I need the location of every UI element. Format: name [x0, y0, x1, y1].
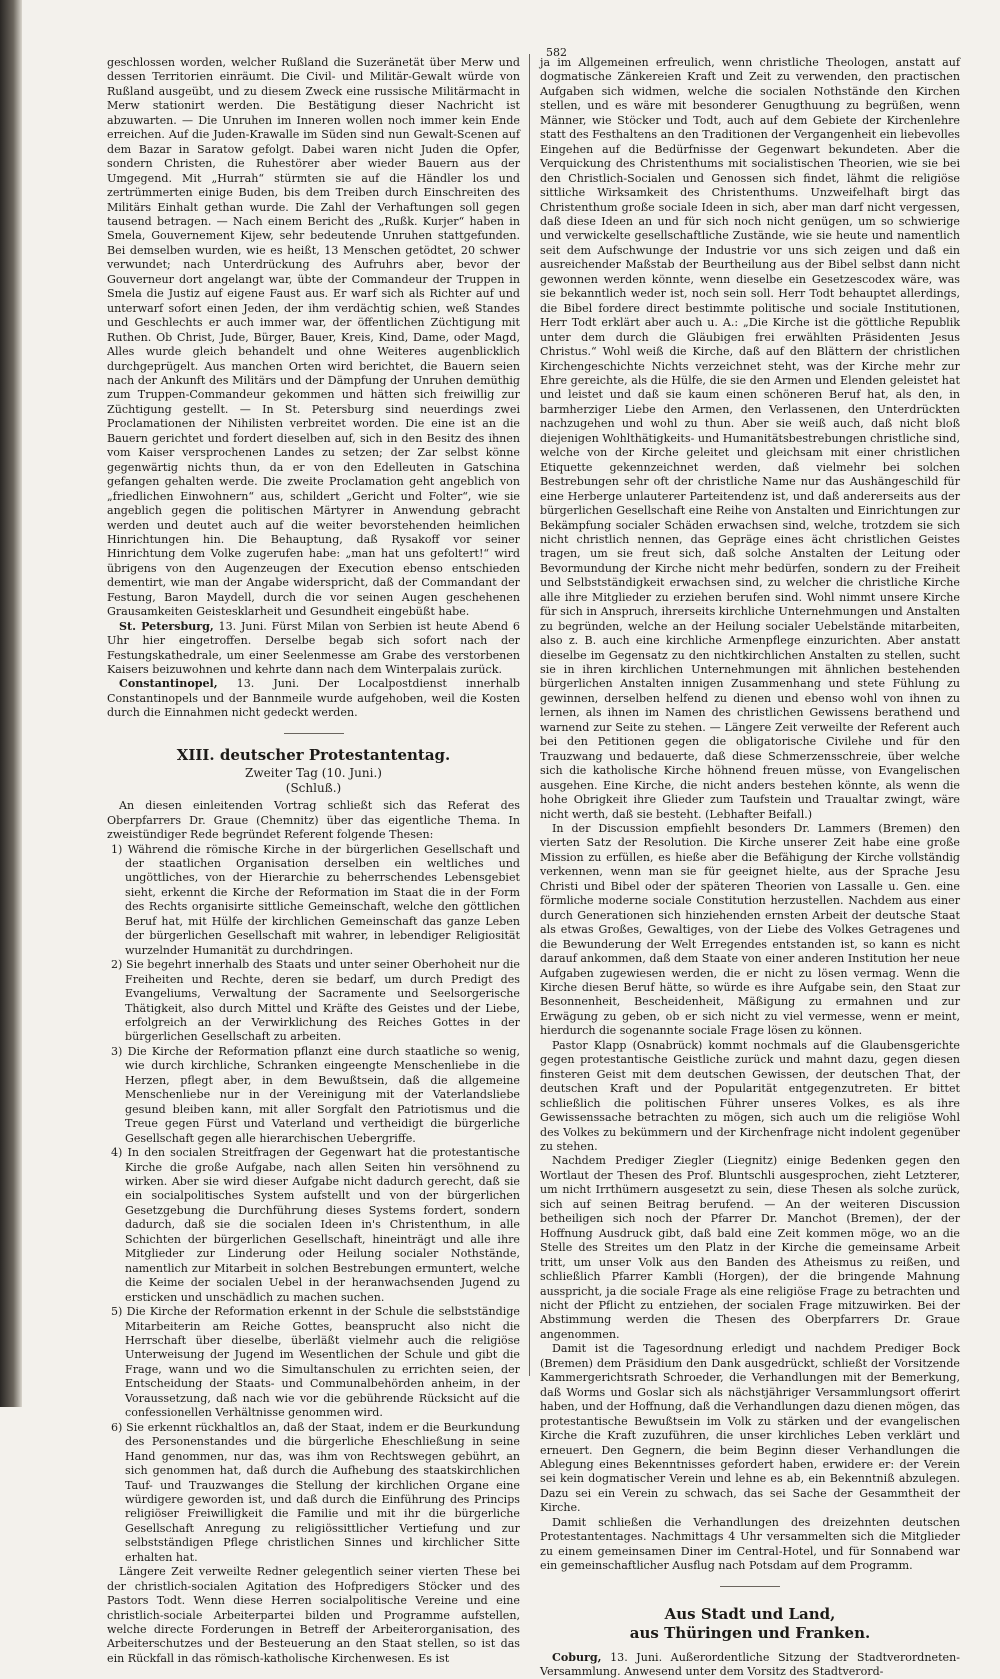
constantinople-report — [107, 677, 520, 720]
city-title-line-2: aus Thüringen und Franken. — [629, 1623, 871, 1642]
thesis-item: 2) Sie begehrt innerhalb des Staats und unter seiner Oberhoheit nur die Freiheiten und Rechte, deren sie bedarf, um durch Predigt des Evangeliums, Verwaltung der Sacramente und Seelsorgerische Thätigkeit, also durch Mittel und Kräfte des Geistes und der Liebe, erfolgreich an der Verwirklichung des Reiches Gottes in der bürgerlichen Gesellschaft zu arbeiten. — [111, 958, 520, 1044]
section-separator — [720, 1586, 780, 1587]
continued-paragraph: ja im Allgemeinen erfreulich, wenn christliche Theologen, anstatt auf dogmatische Zänkereien Kraft und Zeit zu verwenden, den practischen Aufgaben sich widmen, welche die socialen Nothstände den Kirchen stellen, und es wäre mit besonderer Genugthuung zu begrüßen, wenn Männer, wie Stöcker und Todt, auch auf dem Gebiete der Kirchenlehre statt des Festhaltens an den Traditionen der Vergangenheit ein liebevolles Eingehen auf die Bedürfnisse der Gegenwart bekundeten. Aber die Verquickung des Christenthums mit socialistischen Theorien, wie sie bei den Christlich-Socialen und Genossen sich findet, lähmt die religiöse sittliche Wirksamkeit des Christenthums. Unzweifelhaft birgt das Christenthum große sociale Ideen in sich, aber man darf nicht vergessen, daß diese Ideen an und für sich noch nicht genügen, um so schwierige und verwickelte gesellschaftliche Zustände, wie sie heute und namentlich seit dem Aufschwunge der Industrie vor uns sich zeigen und daß ein ausreichender Maßstab der Beurtheilung aus der Bibel selbst dann nicht gewonnen werden könnte, wenn dieselbe ein Gesetzescodex wäre, was sie bekanntlich weder ist, noch sein soll. Herr Todt behauptet allerdings, die Bibel fordere direct bestimmte politische und sociale Institutionen, Herr Todt erklärt aber auch u. A.: „Die Kirche ist die göttliche Republik unter dem durch die Gläubigen frei erwählten Präsidenten Jesus Christus.“ Wohl weiß die Kirche, daß auf den Blättern der christlichen Kirchengeschichte Nichts verzeichnet steht, was der Kirche mehr zur Ehre gereichte, als die Hülfe, die sie den Armen und Elenden geleistet hat und leistet und daß sie kaum einen schöneren Beruf hat, als den, in barmherziger Liebe den Armen, den Verlassenen, den Unterdrückten nachzugehen und wohl zu thun. Aber sie weiß auch, daß nicht bloß diejenigen Wohlthätigkeits- und Humanitätsbestrebungen christliche sind, welche von der Kirche geleitet und gleichsam mit einer christlichen Etiquette gekennzeichnet werden, daß vielmehr bei solchen Bestrebungen sehr oft der christliche Name nur das Aushängeschild für eine Herberge unlauterer Parteitendenz ist, und daß andererseits aus der bürgerlichen Gesellschaft eine Reihe von Anstalten und Einrichtungen zur Bekämpfung socialer Schäden erwachsen sind, welche, trotzdem sie sich nicht christlich nennen, das Gepräge eines ächt christlichen Geistes tragen, um sie freut sich, daß solche Anstalten der Leitung oder Bevormundung der Kirche nicht mehr bedürfen, sondern zu der Freiheit und Selbstständigkeit erwachsen sind, zu welcher die christliche Kirche alle ihre Mitglieder zu erziehen berufen sind. Wohl nimmt unsere Kirche für sich in Anspruch, ihrerseits kirchliche Unternehmungen und Anstalten zu begründen, welche an der Heilung socialer Uebelstände mitarbeiten, also z. B. auch eine kirchliche Armenpflege einzurichten. Aber anstatt dieselbe im Gegensatz zu den nichtkirchlichen Anstalten zu stellen, sucht sie in ihren kirchlichen Unternehmungen mit ähnlichen bestehenden bürgerlichen Anstalten innigen Zusammenhang und stete Fühlung zu gewinnen, derselben helfend zu dienen und ebenso wohl von ihnen zu lernen, als ihnen im Namen des christlichen Gewissens berathend und warnend zur Seite zu stehen. — Längere Zeit verweilte der Referent auch bei den Petitionen gegen die obligatorische Civilehe und für den Trauzwang und bedauerte, daß diese Schmerzensschreie, über welche sich die katholische Kirche höhnend freuen müsse, von Evangelischen ausgehen. Eine Kirche, die nicht anders bestehen könnte, als wenn die hohe Obrigkeit ihre Glieder zum Taufstein und Traualtar zwingt, wäre nicht werth, daß sie besteht. (Lebhafter Beifall.) — [540, 56, 960, 821]
book-spine-shadow — [0, 0, 22, 1407]
section-title: XIII. deutscher Protestantentag. — [176, 745, 451, 764]
thesis-item: 4) In den socialen Streitfragen der Gegenwart hat die protestantische Kirche die große Aufgabe, nach allen Seiten hin versöhnend zu wirken. Aber sie wird dieser Aufgabe nicht dadurch gerecht, daß sie ein socialpolitisches System aufstellt und von der bürgerlichen Gesetzgebung die Durchführung dieses Systems fordert, sondern dadurch, daß sie die socialen Ideen in's Christenthum, in alle Schichten der bürgerlichen Gesellschaft, hineinträgt und alle ihre Mitglieder zur Linderung oder Heilung socialer Nothstände, namentlich zur Mitarbeit in solchen Bestrebungen ermuntert, welche die Keime der socialen Uebel in der heranwachsenden Jugend zu ersticken und unschädlich zu machen suchen. — [111, 1146, 520, 1304]
section-separator — [284, 733, 344, 734]
constantinople-text: 13. Juni. Der Localpostdienst innerhalb Constantinopels und der Bannmeile wurde aufgehoben, weil die Kosten durch die Einnahmen nicht gedeckt werden. — [107, 677, 520, 720]
section-note: (Schluß.) — [285, 780, 342, 795]
discussion-paragraph: In der Discussion empfiehlt besonders Dr. Lammers (Bremen) den vierten Satz der Resolution. Die Kirche unserer Zeit habe eine große Mission zu erfüllen, es hieße aber die Befähigung der Kirche vollständig verkennen, wenn man sie für geeignet hielte, aus der Sprache Jesu Christi und Bibel oder der späteren Theorien von Lassalle u. Gen. eine förmliche moderne sociale Constitution herzustellen. Nachdem aus einer durch Generationen sich hinziehenden ernsten Arbeit der deutsche Staat als etwas Großes, Gewaltiges, von der Liebe des Volkes Getragenes und die Bewunderung der Welt Erregendes entstanden ist, so kann es nicht darauf ankommen, daß dem Staate von einer anderen Institution her neue Aufgaben zugewiesen werden, die er nicht zu lösen vermag. Wenn die Kirche diesen Beruf hätte, so würde es ihre Aufgabe sein, den Staat zur Besonnenheit, Bescheidenheit, Mäßigung zu ermahnen und zur Erwägung zu geben, ob er sich nicht zu viel vermesse, wenn er meint, hierdurch die sogenannte sociale Frage lösen zu können. — [540, 822, 960, 1038]
dateline-coburg: Coburg, — [552, 1650, 602, 1664]
coburg-text: 13. Juni. Außerordentliche Sitzung der Stadtverordneten-Versammlung. Anwesend unter dem Vorsitz des Stadtverord- — [540, 1650, 960, 1679]
klapp-paragraph: Pastor Klapp (Osnabrück) kommt nochmals auf die Glaubensgerichte gegen protestantische Geistliche zurück und mahnt dazu, gegen diesen finsteren Geist mit dem deutschen Gewissen, der deutschen That, der deutschen Kraft und der Popularität entgegenzutreten. Er bittet schließlich die politischen Führer unseres Volkes, es als ihre Gewissenssache betrachten zu mögen, sich auch um die religiöse Wohl des Volkes zu bekümmern und der Kirchenfrage nicht indolent gegenüber zu stehen. — [540, 1038, 960, 1153]
theses-intro: An diesen einleitenden Vortrag schließt sich das Referat des Oberpfarrers Dr. Graue (Chemnitz) über das eigentliche Thema. In zweistündiger Rede begründet Referent folgende Thesen: — [107, 799, 520, 842]
column-divider — [529, 54, 530, 1376]
closing-paragraph: Längere Zeit verweilte Redner gelegentlich seiner vierten These bei der christlich-socialen Agitation des Hofpredigers Stöcker und des Pastors Todt. Wenn diese Herren socialpolitische Vereine und eine christlich-sociale Arbeiterpartei bilden und Programme aufstellen, welche directe Forderungen in Betreff der Arbeiterorganisation, des Arbeiterschutzes und der Besteuerung an den Staat stellen, so ist das ein Rückfall in das römisch-katholische Kirchenwesen. Es ist — [107, 1565, 520, 1665]
right-column — [540, 56, 960, 1679]
thesis-item: 1) Während die römische Kirche in der bürgerlichen Gesellschaft und der staatlichen Organisation derselben ein weltliches und ungöttliches, von der Hierarchie zu beherrschendes Lebensgebiet sieht, erkennt die Kirche der Reformation im Staat die in der Form des Rechts organisirte sittliche Gemeinschaft, welche den göttlichen Beruf hat, mit Hülfe der kirchlichen Gemeinschaft das ganze Leben der bürgerlichen Gesellschaft mit wahrer, in lebendiger Religiosität wurzelnder Humanität zu durchdringen. — [111, 842, 520, 957]
thesis-item: 6) Sie erkennt rückhaltlos an, daß der Staat, indem er die Beurkundung des Personenstandes und die bürgerliche Eheschließung in seine Hand genommen, nur das, was ihm von Rechtswegen gebührt, an sich genommen hat, daß durch die Aufhebung des staatskirchlichen Tauf- und Trauzwanges die Stellung der kirchlichen Organe eine würdigere geworden ist, und daß durch die Einführung des Princips religiöser Freiwilligkeit die Familie und mit ihr die bürgerliche Gesellschaft Anregung zu religiössittlicher Vertiefung und zur selbstständigen Pflege christlichen Sinnes und kirchlicher Sitte erhalten hat. — [111, 1420, 520, 1564]
city-title-line-1: Aus Stadt und Land, — [664, 1604, 836, 1623]
coburg-report — [540, 1651, 960, 1679]
dateline-petersburg: St. Petersburg, — [119, 619, 214, 633]
thesis-item: 5) Die Kirche der Reformation erkennt in der Schule die selbstständige Mitarbeiterin am Reiche Gottes, beansprucht also nicht die Herrschaft über dieselbe, überläßt vielmehr auch die religiöse Unterweisung der Jugend im Wesentlichen der Schule und gibt die Frage, wann und wo die Simultanschulen zu errichten seien, der Entscheidung der Staats- und Communalbehörden anheim, in der Voraussetzung, daß nach wie vor die gebührende Rücksicht auf die confessionellen Verhältnisse genommen wird. — [111, 1305, 520, 1420]
final-paragraph: Damit schließen die Verhandlungen des dreizehnten deutschen Protestantentages. Nachmittags 4 Uhr versammelten sich die Mitglieder zu einem gemeinsamen Diner im Central-Hotel, und für Sonnabend war ein gemeinschaftlicher Ausflug nach Potsdam auf dem Programm. — [540, 1515, 960, 1573]
closing-session-paragraph: Damit ist die Tagesordnung erledigt und nachdem Prediger Bock (Bremen) dem Präsidium den Dank ausgedrückt, schließt der Vorsitzende Kammergerichtsrath Schroeder, die Verhandlungen mit der Bemerkung, daß Worms und Goslar sich als nächstjähriger Versammlungsort offerirt haben, und der Hoffnung, daß die Verhandlungen dazu dienen mögen, das protestantische Bewußtsein im Volk zu stärken und der evangelischen Kirche die Kraft zuzuführen, die unser kirchliches Leben verklärt und erneuert. Den Gegnern, die beim Beginn dieser Verhandlungen die Ablegung eines Bekenntnisses gefordert haben, erwidere er: der Verein sei kein dogmatischer Verein und lehne es ab, ein Bekenntniß abzulegen. Dazu sei ein Verein zu schwach, das sei Sache der Gesammtheit der Kirche. — [540, 1342, 960, 1515]
petersburg-text: 13. Juni. Fürst Milan von Serbien ist heute Abend 6 Uhr hier eingetroffen. Derselbe begab sich sofort nach der Festungskathedrale, um einer Seelenmesse am Grabe des verstorbenen Kaisers beizuwohnen und kehrte dann nach dem Winterpalais zurück. — [107, 619, 520, 677]
left-column — [107, 56, 520, 1665]
city-section-title — [540, 1605, 960, 1643]
thesis-item: 3) Die Kirche der Reformation pflanzt eine durch staatliche so wenig, wie durch kirchliche, Schranken eingeengte Menschenliebe in die Herzen, pflegt aber, in dem Bewußtsein, daß die allgemeine Menschenliebe nur in der Vereinigung mit der Vaterlandsliebe gesund bleiben kann, mit aller Sorgfalt den Patriotismus und die Treue gegen Fürst und Vaterland und vertheidigt die bürgerliche Gesellschaft gegen alle hierarchischen Uebergriffe. — [111, 1044, 520, 1145]
petersburg-report — [107, 620, 520, 678]
russia-report-paragraph: geschlossen worden, welcher Rußland die Suzeränetät über Merw und dessen Territorien einräumt. Die Civil- und Militär-Gewalt würde von Rußland ausgeübt, und zu diesem Zweck eine russische Militärmacht in Merw stationirt werden. Die Bestätigung dieser Nachricht ist abzuwarten. — Die Unruhen im Inneren wollen noch immer kein Ende erreichen. Auf die Juden-Krawalle im Süden sind nun Gewalt-Scenen auf dem Bazar in Saratow gefolgt. Dabei waren nicht Juden die Opfer, sondern Christen, die Ruhestörer aber wieder Bauern aus der Umgegend. Mit „Hurrah“ stürmten sie auf die Händler los und zertrümmerten einige Buden, bis dem Treiben durch Einschreiten des Militärs Einhalt gethan wurde. Die Zahl der Verhaftungen soll gegen tausend betragen. — Nach einem Bericht des „Rußk. Kurjer“ haben in Smela, Gouvernement Kijew, sehr bedeutende Unruhen stattgefunden. Bei demselben wurden, wie es heißt, 13 Menschen getödtet, 20 schwer verwundet; nach Unterdrückung des Aufruhrs aber, bevor der Gouverneur dort angelangt war, übte der Commandeur der Truppen in Smela die Justiz auf eigene Faust aus. Er warf sich als Richter auf und unterwarf sofort einen Jeden, der ihm verdächtig schien, weß Standes und Geschlechts er auch immer war, der öffentlichen Züchtigung mit Ruthen. Ob Christ, Jude, Bürger, Bauer, Kreis, Kind, Dame, oder Magd, Alles wurde gleich behandelt und ohne Weiteres augenblicklich durchgeprügelt. Aus manchen Orten wird berichtet, die Bauern seien nach der Ankunft des Militärs und der Dämpfung der Unruhen demüthig zum Truppen-Commandeur gekommen und hätten sich freiwillig zur Züchtigung gestellt. — In St. Petersburg sind neuerdings zwei Proclamationen der Nihilisten verbreitet worden. Die eine ist an die Bauern gerichtet und fordert dieselben auf, sich in den Besitz des ihnen vom Kaiser versprochenen Landes zu setzen; der Zar selbst könne gegenwärtig nichts thun, da er von den Edelleuten in Gatschina gefangen gehalten werde. Die zweite Proclamation geht angeblich von „friedlichen Einwohnern“ aus, schildert „Gericht und Folter“, wie sie angeblich gegen die politischen Märtyrer in Anwendung gebracht werden und deutet auch auf die weiter bevorstehenden heimlichen Hinrichtungen hin. Die Behauptung, daß Rysakoff vor seiner Hinrichtung dem Volke zugerufen habe: „man hat uns gefoltert!“ wird übrigens von den Augenzeugen der Execution ebenso entschieden dementirt, wie man der Angabe widerspricht, daß der Commandant der Festung, Baron Maydell, durch die vor seinen Augen geschehenen Grausamkeiten Geistesklarheit und Gesundheit eingebüßt habe. — [107, 56, 520, 619]
dateline-constantinople: Constantinopel, — [119, 677, 218, 691]
page-number: 582 — [546, 46, 567, 59]
ziegler-paragraph: Nachdem Prediger Ziegler (Liegnitz) einige Bedenken gegen den Wortlaut der Thesen des Prof. Bluntschli ausgesprochen, zieht Letzterer, um nicht Irrthümern ausgesetzt zu sein, diese Thesen als solche zurück, sich auf seinen Beitrag berufend. — An der weiteren Discussion betheiligen sich noch der Pfarrer Dr. Manchot (Bremen), der der Hoffnung Ausdruck gibt, daß bald eine Zeit kommen möge, wo an die Stelle des Streites um den Platz in der Kirche die gemeinsame Arbeit tritt, um unser Volk aus den Banden des Atheismus zu reißen, und schließlich Pfarrer Kambli (Horgen), der die bringende Mahnung ausspricht, ja die sociale Frage als eine religiöse Frage zu betrachten und nicht der Pflicht zu entziehen, der socialen Frage mitzuwirken. Bei der Abstimmung werden die Thesen des Oberpfarrers Dr. Graue angenommen. — [540, 1154, 960, 1341]
section-day: Zweiter Tag (10. Juni.) — [245, 766, 382, 781]
